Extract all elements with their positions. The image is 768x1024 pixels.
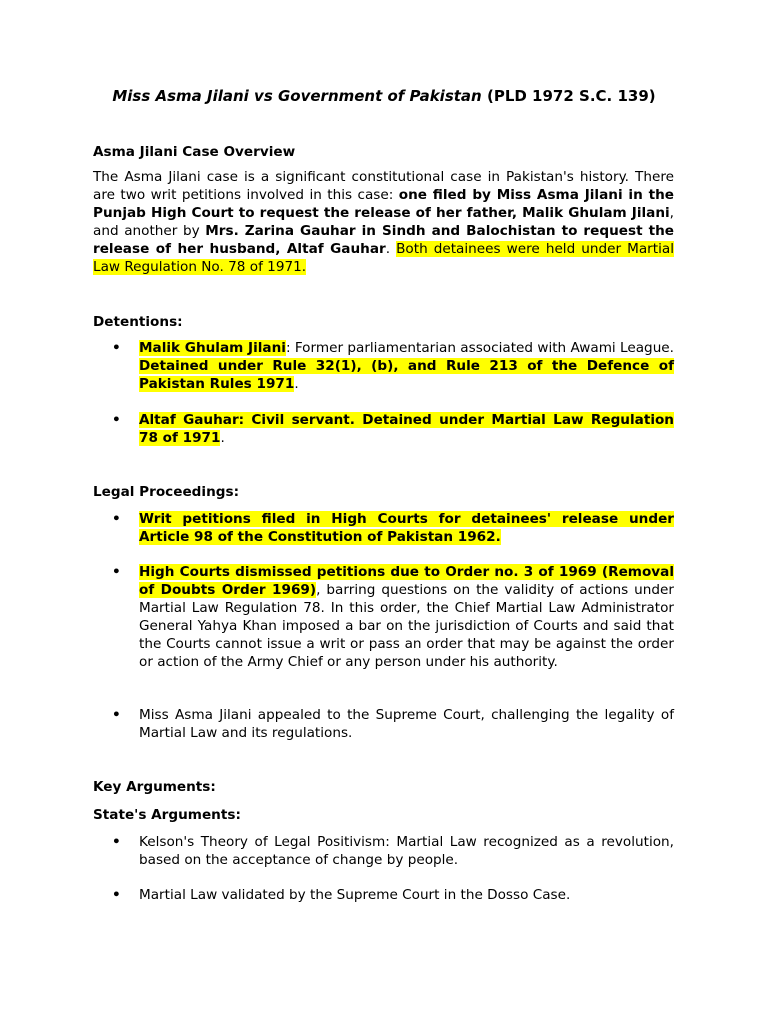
dismissal-text: , barring questions on the validity of actions under Martial Law Regulation 78. In this order, the Chief Martial Law Administrator General Yahya Khan imposed a bar on the jurisdiction of Courts and said that the Courts cannot issue a writ or pass an order that may be against the order or action of the Army Chief or any person under his authority.	[139, 582, 674, 670]
punctuation: .	[294, 376, 299, 392]
dismissal-highlight: High Courts dismissed petitions due to Order no. 3 of 1969 (Removal of Doubts Order 1969)	[139, 564, 674, 598]
legal-item-writ-petitions	[139, 510, 674, 546]
key-arguments-heading: Key Arguments:	[93, 779, 216, 795]
bullet-icon: •	[112, 707, 121, 723]
state-argument-dosso: Martial Law validated by the Supreme Court in the Dosso Case.	[139, 887, 571, 903]
punctuation: .	[220, 430, 225, 446]
bullet-icon: •	[112, 511, 121, 527]
overview-bold-1: one filed by Miss Asma Jilani in the Punjab High Court to request the release of her father, Malik Ghulam Jilani	[93, 187, 674, 221]
bullet-icon: •	[112, 834, 121, 850]
overview-text-2: , and another by	[93, 205, 674, 239]
overview-heading: Asma Jilani Case Overview	[93, 144, 296, 160]
overview-paragraph	[93, 168, 674, 276]
bullet-icon: •	[112, 340, 121, 356]
legal-proceedings-heading: Legal Proceedings:	[93, 484, 240, 500]
overview-text-3: .	[385, 241, 397, 257]
detention-gauhar-highlight: Altaf Gauhar: Civil servant. Detained under Martial Law Regulation 78 of 1971	[139, 412, 674, 446]
detention-item-jilani	[139, 339, 674, 393]
overview-text-1: The Asma Jilani case is a significant constitutional case in Pakistan's history. There are two writ petitions involved in this case:	[93, 169, 674, 203]
bullet-icon: •	[112, 564, 121, 580]
legal-item-appeal: Miss Asma Jilani appealed to the Supreme Court, challenging the legality of Martial Law and its regulations.	[139, 707, 674, 741]
writ-petitions-highlight: Writ petitions filed in High Courts for detainees' release under Article 98 of the Constitution of Pakistan 1962.	[139, 511, 674, 545]
states-arguments-heading: State's Arguments:	[93, 807, 241, 823]
detention-item-gauhar	[139, 411, 674, 447]
state-argument-kelsen: Kelson's Theory of Legal Positivism: Martial Law recognized as a revolution, based on the acceptance of change by people.	[139, 834, 674, 868]
legal-item-dismissal	[139, 563, 674, 671]
bullet-icon: •	[112, 887, 121, 903]
overview-bold-2: Mrs. Zarina Gauhar in Sindh and Balochistan to request the release of her husband, Altaf Gauhar	[93, 223, 674, 257]
bullet-icon: •	[112, 412, 121, 428]
detention-text: : Former parliamentarian associated with Awami League.	[285, 340, 674, 356]
overview-highlight: Both detainees were held under Martial Law Regulation No. 78 of 1971.	[93, 241, 674, 275]
title-citation: (PLD 1972 S.C. 139)	[486, 87, 656, 105]
title-case-name: Miss Asma Jilani vs Government of Pakistan	[112, 87, 482, 105]
detainee-name-jilani: Malik Ghulam Jilani	[139, 340, 286, 356]
detentions-heading: Detentions:	[93, 314, 183, 330]
document-title	[0, 87, 768, 105]
detention-rule-highlight: Detained under Rule 32(1), (b), and Rule 213 of the Defence of Pakistan Rules 1971	[139, 358, 674, 392]
